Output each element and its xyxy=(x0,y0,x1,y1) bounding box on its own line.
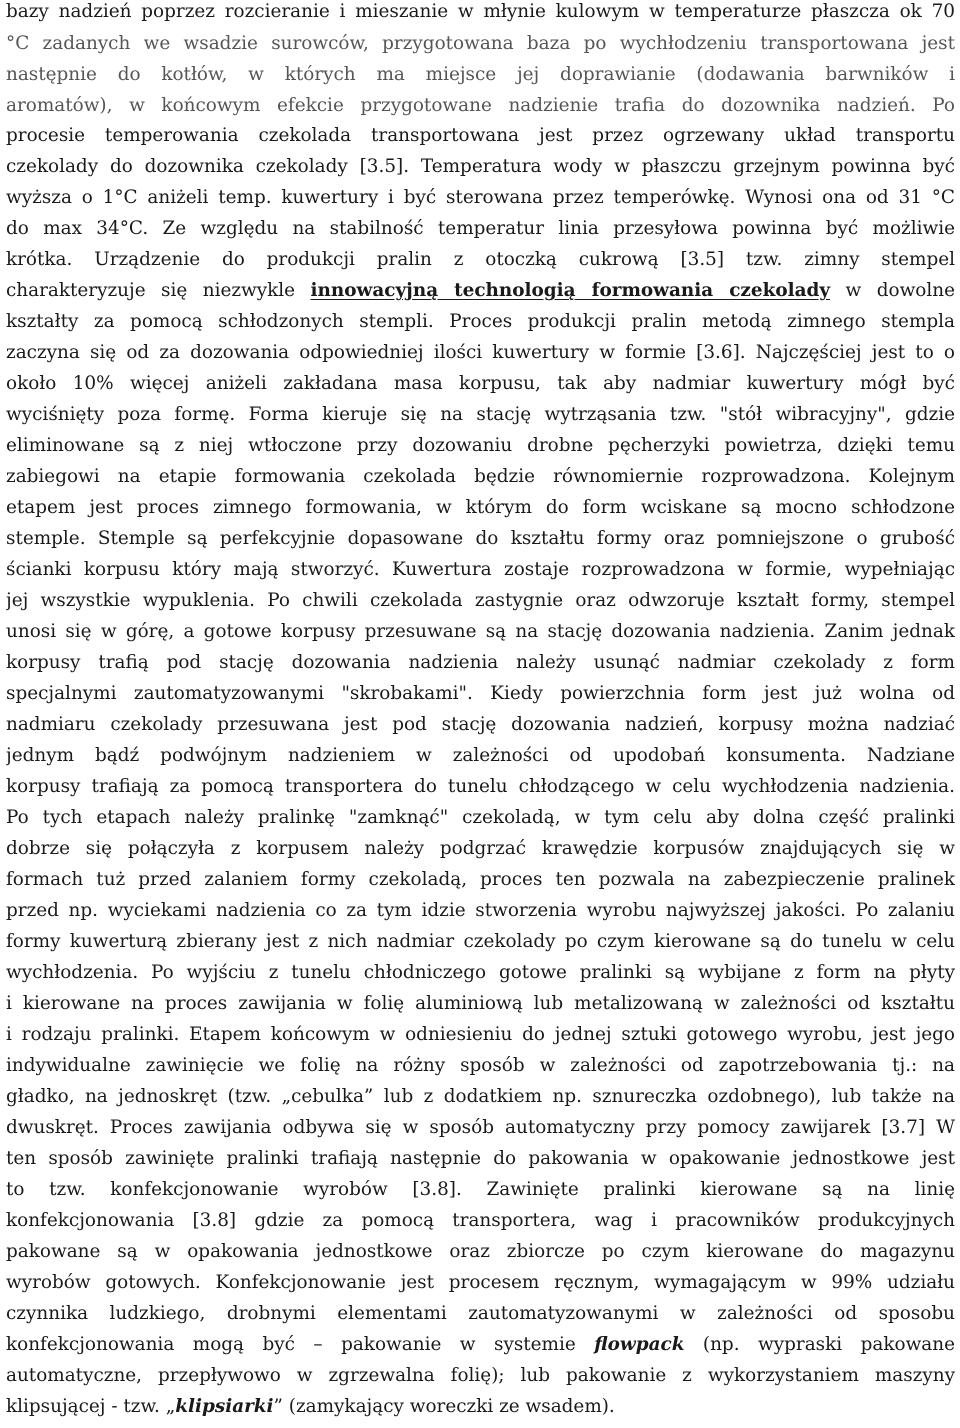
text-line: formach tuż przed zalaniem formy czekoladą, proces ten pozwala na zabezpieczenie pralinek xyxy=(6,869,955,890)
text-line: to tzw. konfekcjonowanie wyrobów [3.8]. Zawinięte pralinki kierowane są na linię xyxy=(6,1179,955,1200)
text-line: specjalnymi zautomatyzowanymi "skrobakami". Kiedy powierzchnia form jest już wolna od xyxy=(6,683,955,704)
text-run: w dowolne xyxy=(830,280,955,301)
text-run: klipsującej - tzw. „ xyxy=(6,1396,176,1417)
text-line: wyciśnięty poza formę. Forma kieruje się na stację wytrząsania tzw. "stół wibracyjny", gdzie xyxy=(6,404,955,425)
text-line: automatyczne, przepływowo w zgrzewalna folię); lub pakowanie z wykorzystaniem maszyny xyxy=(6,1365,955,1386)
text-line: bazy nadzień poprzez rozcieranie i mieszanie w młynie kulowym w temperaturze płaszcza ok 70 xyxy=(6,1,955,22)
text-line: jej wszystkie wypuklenia. Po chwili czekolada zastygnie oraz odwzoruje kształt formy, stempel xyxy=(6,590,955,611)
text-run: charakteryzuje się niezwykle xyxy=(6,280,311,301)
text-run: ” (zamykający woreczki ze wsadem). xyxy=(273,1396,615,1417)
text-line: i rodzaju pralinki. Etapem końcowym w odniesieniu do jednej sztuki gotowego wyrobu, jest jego xyxy=(6,1024,955,1045)
text-run: (np. wypraski pakowane xyxy=(684,1334,955,1355)
text-line: eliminowane są z niej wtłoczone przy dozowaniu drobne pęcherzyki powietrza, dzięki temu xyxy=(6,435,955,456)
text-run: konfekcjonowania mogą być – pakowanie w systemie xyxy=(6,1334,595,1355)
text-line: aromatów), w końcowym efekcie przygotowane nadzienie trafia do dozownika nadzień. Po xyxy=(6,95,955,116)
text-line: korpusy trafiają za pomocą transportera do tunelu chłodzącego w celu wychłodzenia nadzienia. xyxy=(6,776,955,797)
text-line: ten sposób zawinięte pralinki trafiają następnie do pakowania w opakowanie jednostkowe jest xyxy=(6,1148,955,1169)
emphasized-term-flowpack: flowpack xyxy=(594,1334,685,1355)
text-line: wychłodzenia. Po wyjściu z tunelu chłodniczego gotowe pralinki są wybijane z form na płyty xyxy=(6,962,955,983)
text-line xyxy=(6,279,955,303)
text-line: procesie temperowania czekolada transportowana jest przez ogrzewany układ transportu xyxy=(6,125,955,146)
text-line: stemple. Stemple są perfekcyjnie dopasowane do kształtu formy oraz pomniejszone o grubość xyxy=(6,528,955,549)
text-line: ścianki korpusu który mają stworzyć. Kuwertura zostaje rozprowadzona w formie, wypełniając xyxy=(6,559,955,580)
text-line: zaczyna się od za dozowania odpowiedniej ilości kuwertury w formie [3.6]. Najczęściej jest to o xyxy=(6,342,955,363)
text-line: jednym bądź podwójnym nadzieniem w zależności od upodobań konsumenta. Nadziane xyxy=(6,745,955,766)
text-line: czynnika ludzkiego, drobnymi elementami zautomatyzowanymi w zależności od sposobu xyxy=(6,1303,955,1324)
text-line: krótka. Urządzenie do produkcji pralin z otoczką cukrową [3.5] tzw. zimny stempel xyxy=(6,249,955,270)
text-line: Po tych etapach należy pralinkę "zamknąć" czekoladą, w tym celu aby dolna część pralinki xyxy=(6,807,955,828)
text-line: kształty za pomocą schłodzonych stempli. Proces produkcji pralin metodą zimnego stempla xyxy=(6,311,955,332)
text-line: korpusy trafią pod stację dozowania nadzienia należy usunąć nadmiar czekolady z form xyxy=(6,652,955,673)
text-line: następnie do kotłów, w których ma miejsce jej doprawianie (dodawania barwników i xyxy=(6,64,955,85)
text-line xyxy=(6,1395,955,1419)
underlined-phrase: innowacyjną technologią formowania czekolady xyxy=(310,280,831,301)
text-line: gładko, na jednoskręt (tzw. „cebulka” lub z dodatkiem np. sznureczka ozdobnego), lub także na xyxy=(6,1086,955,1107)
text-line xyxy=(6,1333,955,1357)
text-line: i kierowane na proces zawijania w folię aluminiową lub metalizowaną w zależności od kształtu xyxy=(6,993,955,1014)
text-line: konfekcjonowania [3.8] gdzie za pomocą transportera, wag i pracowników produkcyjnych xyxy=(6,1210,955,1231)
text-line: przed np. wyciekami nadzienia co za tym idzie stworzenia wyrobu najwyższej jakości. Po zalaniu xyxy=(6,900,955,921)
text-line: etapem jest proces zimnego formowania, w którym do form wciskane są mocno schłodzone xyxy=(6,497,955,518)
text-line: formy kuwerturą zbierany jest z nich nadmiar czekolady po czym kierowane są do tunelu w celu xyxy=(6,931,955,952)
text-line: dwuskręt. Proces zawijania odbywa się w sposób automatyczny przy pomocy zawijarek [3.7] W xyxy=(6,1117,955,1138)
text-line: °C zadanych we wsadzie surowców, przygotowana baza po wychłodzeniu transportowana jest xyxy=(6,33,955,54)
text-line: indywidualne zawinięcie we folię na różny sposób w zależności od zapotrzebowania tj.: na xyxy=(6,1055,955,1076)
text-line: dobrze się połączyła z korpusem należy podgrzać krawędzie korpusów znajdujących się w xyxy=(6,838,955,859)
text-line: zabiegowi na etapie formowania czekolada będzie równomiernie rozprowadzona. Kolejnym xyxy=(6,466,955,487)
text-line: unosi się w górę, a gotowe korpusy przesuwane są na stację dozowania nadzienia. Zanim jednak xyxy=(6,621,955,642)
text-line: wyższa o 1°C aniżeli temp. kuwertury i być sterowana przez temperówkę. Wynosi ona od 31 °C xyxy=(6,187,955,208)
emphasized-term-klipsiarki: klipsiarki xyxy=(175,1396,274,1417)
text-line: pakowane są w opakowania jednostkowe oraz zbiorcze po czym kierowane do magazynu xyxy=(6,1241,955,1262)
text-line: czekolady do dozownika czekolady [3.5]. Temperatura wody w płaszczu grzejnym powinna być xyxy=(6,156,955,177)
text-line: nadmiaru czekolady przesuwana jest pod stację dozowania nadzień, korpusy można nadziać xyxy=(6,714,955,735)
text-line: wyrobów gotowych. Konfekcjonowanie jest procesem ręcznym, wymagającym w 99% udziału xyxy=(6,1272,955,1293)
text-line: około 10% więcej aniżeli zakładana masa korpusu, tak aby nadmiar kuwertury mógł być xyxy=(6,373,955,394)
text-line: do max 34°C. Ze względu na stabilność temperatur linia przesyłowa powinna być możliwie xyxy=(6,218,955,239)
